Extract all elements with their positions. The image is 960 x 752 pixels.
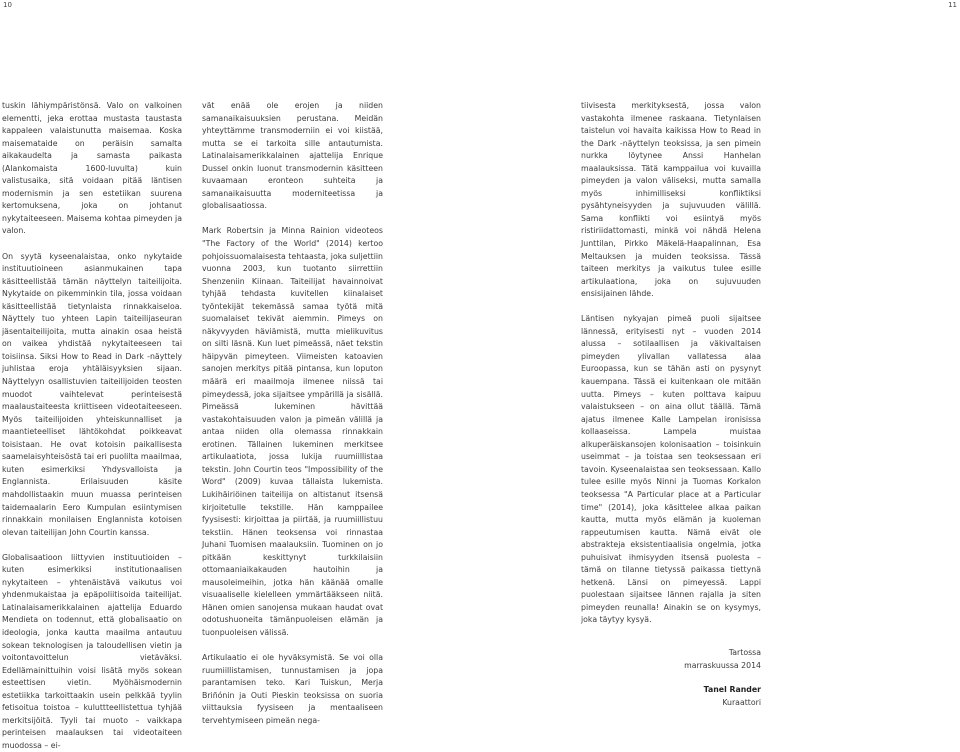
text-column-3 [581,100,761,709]
paragraph: Artikulaatio ei ole hyväksymistä. Se voi olla ruumiillistamisen, tunnustamisen ja jopa parantamisen teko. Kari Tuiskun, Merja Briñónin ja Outi Pieskin teoksissa on suoria viittauksia fyysiseen ja mentaaliseen tervehtymiseen pimeän nega- [202,653,383,725]
page-number-left: 10 [3,1,12,9]
text-column-1 [2,100,182,752]
paragraph: Läntisen nykyajan pimeä puoli sijaitsee lännessä, erityisesti nyt – vuoden 2014 alussa – sotilaallisen ja väkivaltaisen pimeyden ylivallan vallatessa alaa Euroopassa, kun se tähän asti on pysynyt kauempana. Tässä ei kuitenkaan ole mitään uutta. Pimeys – kuten polttava kaipuu valaistukseen – on aina ollut täällä. Tämä ajatus ilmenee Kalle Lampelan ironisissa kollaaseissa. Lampela muistaa alkuperäiskansojen kolonisaation – toisinkuin useimmat – ja toistaa sen teoksessaan eri tavoin. Kyseenalaistaa sen teoksessaan. Kallo tulee esille myös Ninni ja Tuomas Korkalon teoksessa "A Particular place at a Particular time" (2014), joka käsittelee alkaa paikan kautta, mutta myös elämän ja kuoleman rappeutumisen kautta. Nämä eivät ole abstrakteja eksistentiaalisia ongelmia, jotka puhuisivat ihmisyyden itsensä puolesta – tämä on tilanne tietyssä paikassa tiettynä hetkenä. Länsi on pimeyessä. Lappi puolestaan sijaitsee lännen rajalla ja siten pimeyden reunalla! Ainakin se on kysymys, joka täytyy kysyä. [581,314,761,625]
author-name: Tanel Rander [703,685,761,695]
paragraph: Globalisaatioon liittyvien instituutioiden – kuten esimerkiksi institutionaalisen nykytaiteen – yhtenäistävä vaikutus voi yhdenmukaistaa ja epäpoliitisoida taiteilijat. Latinalaisamerikkalainen ajattelija Eduardo Mendieta on todennut, että globalisaatio on ideologia, jonka kautta maailma antautuu sokean teknologisen ja taloudellisen vietin ja voitontavoittelun vietäväksi. Edellämainittuihin voisi lisätä myös sokean esteettisen vietin. Myöhäismodernin estetiikka tarkoittaakin usein pelkkää tyylin fetisoitua toistoa – kuluttteellistettua tyhjää merkitsijöitä. Tyyli tai muoto – vaikkapa perinteisen maalauksen tai videotaiteen muodossa – ei- [2,552,182,750]
signature-place: Tartossa [728,647,761,657]
author-role: Kuraattori [722,697,761,707]
paragraph: On syytä kyseenalaistaa, onko nykytaide instituutioineen asianmukainen tapa käsitteellistää tämän näyttelyn taiteilijoita. Nykytaide on pikemminkin tila, jossa voidaan käsitteellistää tietynlaista rinnakkaiseloa. Näyttely tuo yhteen Lapin taiteilijaseuran jäsentaiteilijoita, mutta ainakin osaa heistä on vaikea yhdistää nykytaiteeseen tai toisiinsa. Siksi How to Read in Dark -näyttely juhlistaa eroja yhtäläisyyksien sijaan. Näyttelyyn osallistuvien taiteilijoiden teosten muodot vaihtelevat perinteisestä maalaustaiteesta kriittiseen videotaiteeseen. Myös taiteilijoiden yhteiskunnalliset ja maantieteelliset lähtökohdat poikkeavat toisistaan. He ovat kotoisin paikallisesta saamelaisyhteisöstä tai eri puolilta maailmaa, kuten esimerkiksi Yhdysvalloista ja Englannista. Erilaisuuden käsite mahdollistaakin muun muassa perinteisen taidemaalarin Eero Kumpulan esiintymisen rinnakkain monilaisen Englannista kotoisen olevan taiteilijan John Courtin kanssa. [2,251,182,537]
paragraph: Mark Robertsin ja Minna Rainion videoteos "The Factory of the World" (2014) kertoo pohjoissuomalaisesta tehtaasta, joka suljettiin vuonna 2003, kun tuotanto siirrettiin Shenzeniin Kiinaan. Taiteilijat havainnoivat tyhjää tehdasta kuvitellen kiinalaiset työntekijät tekemässä samaa työtä mitä suomalaiset tekivät aiemmin. Pimeys on näkyvyyden häviämistä, mutta mielikuvitus on silti läsnä. Kun luet pimeässä, näet tekstin häipyvän pimeyteen. Viimeisten katoavien sanojen merkitys pitää pintansa, kun loputon määrä eri maailmoja ilmenee niissä tai pimeydessä, joka sijaitsee ympärillä ja sisällä. Pimeässä lukeminen hävittää vastakohtaisuuden valon ja pimeän välillä ja antaa niiden olla olemassa rinnakkain erotinen. Tällainen lukeminen merkitsee artikulaatiota, jossa lukija ruumiillistaa tekstin. John Courtin teos "Impossibility of the Word" (2009) kuvaa tällaista lukemista. Lukihäiriöinen taiteilija on altistanut itsensä kirjoitetulle tekstille. Hän kamppailee fyysisesti: kirjoittaa ja piirtää, ja ruumiillistuu tekstiin. Hänen teoksensa voi rinnastaa Juhani Tuomisen maalauksiin. Tuominen on jo pitkään keskittynyt turkkilaisiin ottomaaniaikakauden hautoihin ja mausoleimeihin, jotka hän käänää omalle visuaaliselle kielelleen ymmärtääkseen niitä. Hänen omien sanojensa mukaan haudat ovat odotushuoneita tämänpuoleisen elämän ja tuonpuoleisen välissä. [202,226,383,637]
signature-date: marraskuussa 2014 [684,660,761,670]
signature-block [581,647,761,709]
paragraph: tiivisesta merkityksestä, jossa valon vastakohta ilmenee raskaana. Tietynlaisen taistelun voi havaita kaikissa How to Read in the Dark -näyttelyn teoksissa, ja sen pimein nurkka löytynee Anssi Hanhelan maalauksissa. Tätä kamppailua voi kuvailla pimeyden ja valon väliseksi, mutta samalla myös inhimilliseksi konfliktiksi pysähtyneisyyden ja sujuvuuden välillä. Sama konflikti voi esiintyä myös ristiriidattomasti, minkä voi nähdä Helena Junttilan, Pirkko Mäkelä-Haapalinnan, Esa Meltauksen ja muiden teoksissa. Tässä taiteen merkitys ja vaikutus tulee esille artikulaationa, joka on sujuvuuden ensisijainen lähde. [581,101,761,299]
paragraph: vät enää ole erojen ja niiden samanaikaisuuksien perustana. Meidän yhteyttämme transmoderniin ei voi kiistää, mutta se ei tarkoita sille antautumista. Latinalaisamerikkalainen ajattelija Enrique Dussel onkin luonut transmodernin käsitteen kuvaamaan eronteon suhteita ja samanaikaisuutta moderniteetissa ja globalisaatiossa. [202,101,383,211]
page-number-right: 11 [948,1,957,9]
text-column-2 [202,100,383,727]
paragraph: tuskin lähiympäristönsä. Valo on valkoinen elementti, jeka erottaa mustasta taustasta kappaleen valaistunutta maisemaa. Koska maisemataide on peräisin samalta aikakaudelta ja samasta paikasta (Alankomaista 1600-luvulta) kuin valistusaika, sitä voidaan pitää läntisen modernismin ja sen estetiikan suurena kertomuksena, joka on johtanut nykytaiteeseen. Maisema kohtaa pimeyden ja valon. [2,101,182,236]
